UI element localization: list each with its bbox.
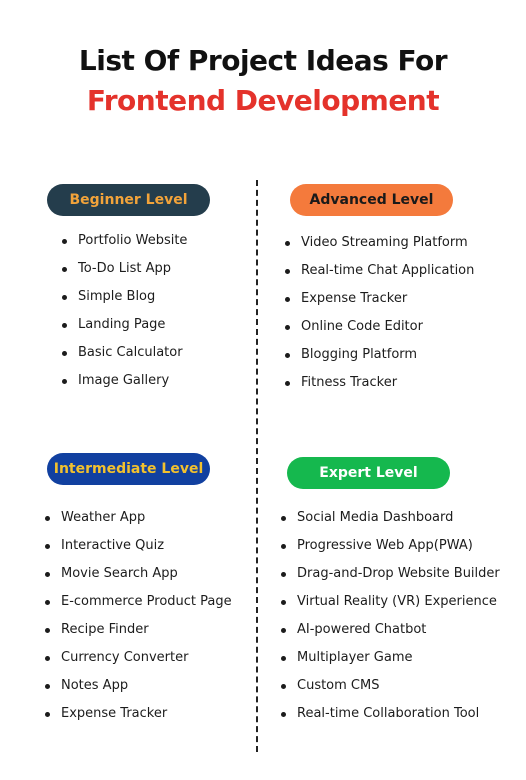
beginner-level-badge: Beginner Level	[47, 184, 210, 216]
list-item: Fitness Tracker	[285, 369, 474, 397]
list-item: Online Code Editor	[285, 313, 474, 341]
list-item: Video Streaming Platform	[285, 229, 474, 257]
expert-level-badge: Expert Level	[287, 457, 450, 489]
page-title-line1: List Of Project Ideas For	[78, 44, 448, 77]
list-item: Blogging Platform	[285, 341, 474, 369]
dashed-divider	[256, 180, 258, 752]
list-item: Virtual Reality (VR) Experience	[281, 588, 500, 616]
beginner-project-list	[62, 227, 187, 395]
intermediate-level-badge: Intermediate Level	[47, 453, 210, 485]
list-item: Progressive Web App(PWA)	[281, 532, 500, 560]
advanced-level-badge: Advanced Level	[290, 184, 453, 216]
list-item: Movie Search App	[45, 560, 232, 588]
list-item: Basic Calculator	[62, 339, 187, 367]
list-item: Real-time Collaboration Tool	[281, 700, 500, 728]
list-item: Recipe Finder	[45, 616, 232, 644]
list-item: Real-time Chat Application	[285, 257, 474, 285]
list-item: Interactive Quiz	[45, 532, 232, 560]
list-item: Currency Converter	[45, 644, 232, 672]
list-item: Portfolio Website	[62, 227, 187, 255]
list-item: Custom CMS	[281, 672, 500, 700]
list-item: Drag-and-Drop Website Builder	[281, 560, 500, 588]
list-item: To-Do List App	[62, 255, 187, 283]
list-item: Notes App	[45, 672, 232, 700]
list-item: Simple Blog	[62, 283, 187, 311]
list-item: Expense Tracker	[45, 700, 232, 728]
list-item: Landing Page	[62, 311, 187, 339]
advanced-project-list	[285, 229, 474, 397]
intermediate-project-list	[45, 504, 232, 728]
list-item: Social Media Dashboard	[281, 504, 500, 532]
expert-project-list	[281, 504, 500, 728]
list-item: Image Gallery	[62, 367, 187, 395]
list-item: E-commerce Product Page	[45, 588, 232, 616]
list-item: AI-powered Chatbot	[281, 616, 500, 644]
list-item: Multiplayer Game	[281, 644, 500, 672]
list-item: Expense Tracker	[285, 285, 474, 313]
page-title-line2: Frontend Development	[86, 84, 440, 117]
list-item: Weather App	[45, 504, 232, 532]
